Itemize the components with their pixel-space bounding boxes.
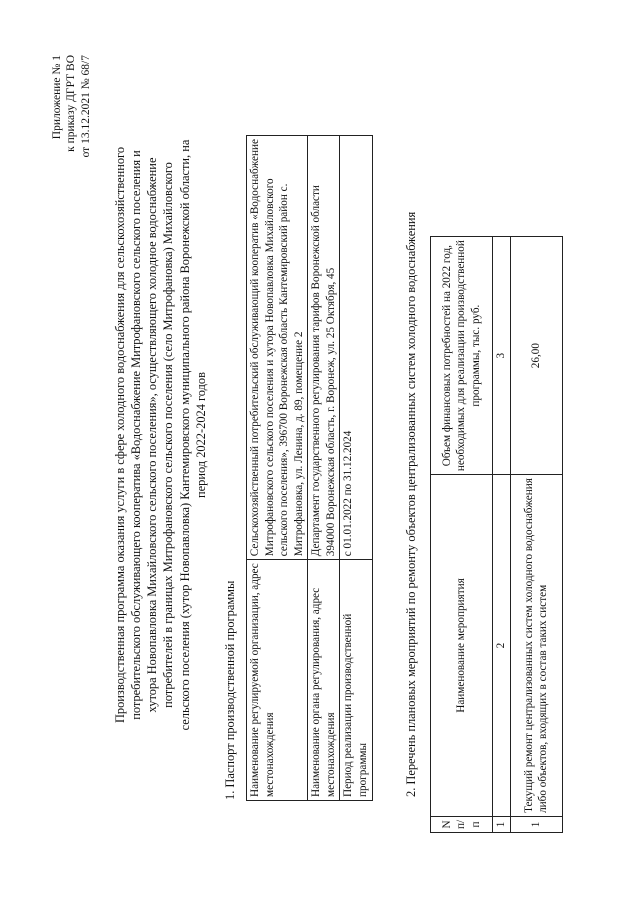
passport-value (247, 136, 308, 560)
table-row (510, 237, 562, 833)
table-row (340, 136, 372, 801)
passport-value (308, 136, 340, 560)
cell-line: Текущий ремонт централизованных систем холодного водоснабжения (522, 478, 535, 813)
row-value: 26,00 (510, 237, 562, 475)
passport-table (246, 135, 373, 801)
title-line: Производственная программа оказания услуги в сфере холодного водоснабжения для сельскохозяйственного (113, 146, 127, 724)
table-row (308, 136, 340, 801)
appendix-note (50, 55, 93, 265)
header-volume (431, 237, 493, 475)
cell-line: необходимых для реализации производственной (455, 240, 468, 472)
cell-line: Сельскохозяйственный потребительский обслуживающий кооператив «Водоснабжение (249, 139, 261, 557)
row-name (510, 475, 562, 817)
section-1-heading: 1. Паспорт производственной программы (223, 580, 237, 800)
title-line: период 2022-2024 годов (193, 372, 208, 498)
cell-line: сельского поселения», 396700 Воронежская область Кантемировский район с. (278, 183, 291, 557)
header-num: N п/п (431, 816, 493, 832)
table-row (247, 136, 308, 801)
measures-table (430, 236, 563, 833)
passport-value (340, 136, 372, 560)
header-name: Наименование мероприятия (431, 475, 493, 817)
passport-key (340, 560, 372, 801)
title-line: потребительского обслуживающего кооператива «Водоснабжение Митрофановского сельского поселения и (129, 150, 144, 720)
passport-key (247, 560, 308, 801)
passport-key (308, 560, 340, 801)
document-title (112, 55, 209, 815)
numbering-cell: 3 (493, 237, 511, 475)
table-header-row (431, 237, 493, 833)
cell-line: 394000 Воронежская область, г. Воронеж, ул. 25 Октября, 45 (324, 267, 337, 557)
cell-line: Митрофановского сельского поселения и хутора Новопавловка Михайловского (263, 178, 276, 557)
appendix-line-1: Приложение № 1 (51, 55, 63, 140)
title-line: сельского поселения (хутор Новопавловка) Кантемировского муниципального района Воронежской области, на (177, 139, 192, 731)
cell-line: местонахождения (324, 712, 337, 797)
cell-line: Наименование органа регулирования, адрес (310, 587, 323, 797)
row-num: 1 (510, 816, 562, 832)
cell-line: Период реализации производственной (342, 613, 355, 797)
section-2-heading: 2. Перечень плановых мероприятий по ремонту объектов централизованных систем холодного водоснабжения (404, 211, 418, 797)
numbering-cell: 1 (493, 816, 511, 832)
appendix-line-3: от 13.12.2021 № 68/7 (79, 55, 92, 158)
table-numbering-row (493, 237, 511, 833)
cell-line: либо объектов, входящих в состав таких систем (537, 584, 550, 813)
cell-line: программы, тыс. руб. (469, 304, 482, 407)
cell-line: Департамент государственного регулирования тарифов Воронежской области (310, 185, 323, 557)
numbering-cell: 2 (493, 475, 511, 817)
appendix-line-2: к приказу ДГРТ ВО (65, 55, 78, 152)
title-line: потребителей в границах Митрофановского сельского поселения (село Митрофановка) Михайловского (161, 162, 176, 708)
cell-line: программы (356, 743, 369, 797)
cell-line: с 01.01.2022 по 31.12.2024 (342, 430, 355, 557)
cell-line: местонахождения (263, 712, 276, 797)
cell-line: Митрофановка, ул. Ленина, д. 89, помещение 2 (292, 331, 305, 557)
cell-line: Наименование регулируемой организации, адрес (249, 563, 261, 797)
title-line: хутора Новопавловка Михайловского сельского поселения», осуществляющего холодное водоснабжение (145, 157, 160, 713)
cell-line: Объем финансовых потребностей на 2022 год, (440, 245, 453, 467)
